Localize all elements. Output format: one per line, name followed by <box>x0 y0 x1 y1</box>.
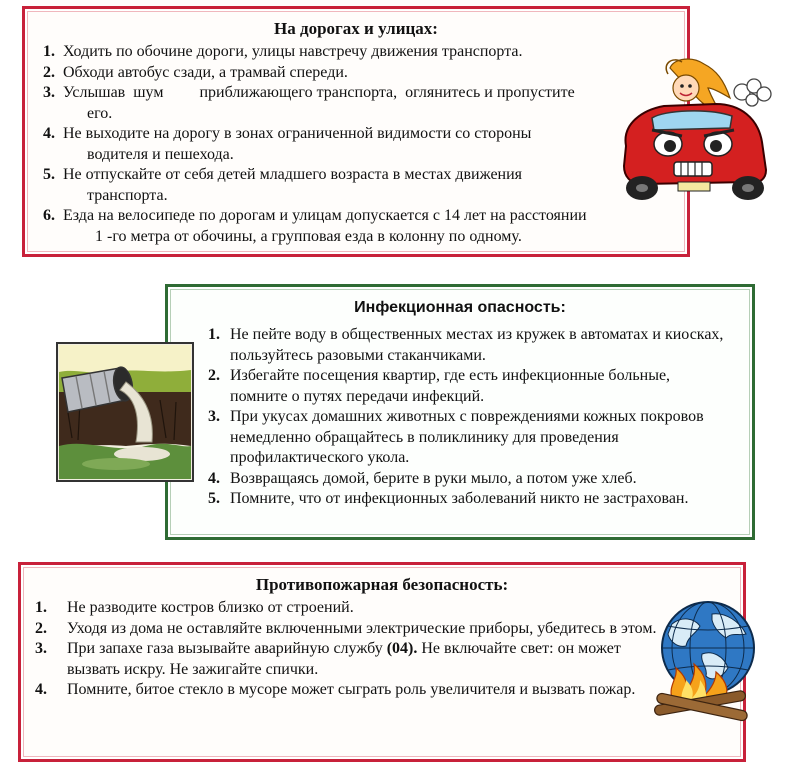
roads-safety-panel <box>22 6 690 257</box>
list-item <box>208 469 728 490</box>
item-text: При запахе газа вызывайте аварийную службу <box>67 640 387 657</box>
fire-safety-panel <box>18 562 746 762</box>
list-item <box>35 680 660 701</box>
item-text: Услышав шум приближающего транспорта, оглянитесь и пропустите <box>63 84 575 101</box>
infection-safety-panel <box>165 284 755 540</box>
sewage-pipe-icon <box>56 342 194 482</box>
list-item <box>208 366 728 407</box>
item-text: Езда на велосипеде по дорогам и улицам допускается с 14 лет на расстоянии <box>63 207 587 224</box>
list-item <box>35 619 660 640</box>
item-number: 2. <box>35 619 47 637</box>
item-text: Уходя из дома не оставляйте включенными электрические приборы, убедитесь в этом. <box>67 619 657 637</box>
item-text: Не разводите костров близко от строений. <box>67 599 354 616</box>
list-item <box>43 42 683 63</box>
item-text: Не пейте воду в общественных местах из кружек в автоматах и киосках, пользуйтесь разовыми стаканчиками. <box>230 326 724 364</box>
list-item <box>35 598 660 619</box>
item-text: Не выходите на дорогу в зонах ограниченной видимости со стороны <box>63 125 532 142</box>
item-number: 4. <box>208 469 220 487</box>
item-text: При укусах домашних животных с повреждениями кожных покровов немедленно обращайтесь в поликлинику для проведения профилактического укола. <box>230 408 704 466</box>
fire-title: Противопожарная безопасность: <box>255 575 509 594</box>
item-text: Помните, что от инфекционных заболеваний никто не застрахован. <box>230 490 689 507</box>
cartoon-car-icon <box>612 58 780 208</box>
item-text: Обходи автобус сзади, а трамвай спереди. <box>63 63 348 81</box>
list-item <box>43 206 683 247</box>
list-item <box>43 63 683 84</box>
item-number: 3. <box>208 408 220 425</box>
list-item <box>208 325 728 366</box>
item-number: 1. <box>35 599 47 616</box>
item-text: Избегайте посещения квартир, где есть инфекционные больные, помните о путях передачи инфекций. <box>230 367 671 405</box>
item-number: 5. <box>208 490 220 507</box>
infection-list <box>208 325 728 510</box>
item-number: 3. <box>35 640 47 657</box>
item-number: 4. <box>43 125 55 142</box>
item-number: 3. <box>43 84 55 101</box>
item-text: Возвращаясь домой, берите в руки мыло, а потом уже хлеб. <box>230 469 637 487</box>
item-number: 6. <box>43 207 55 224</box>
roads-list <box>43 42 683 247</box>
item-text: Помните, битое стекло в мусоре может сыграть роль увеличителя и вызвать пожар. <box>67 681 636 698</box>
list-item <box>43 124 683 165</box>
infection-title: Инфекционная опасность: <box>354 299 566 316</box>
burning-globe-icon <box>642 598 778 722</box>
item-number: 1. <box>43 43 55 60</box>
item-number: 2. <box>208 367 220 384</box>
fire-list <box>35 598 660 701</box>
item-text-continuation: его. <box>87 104 113 122</box>
list-item <box>43 83 683 124</box>
emergency-number: (04). <box>386 640 418 657</box>
item-number: 5. <box>43 166 55 183</box>
item-text: Не включайте свет: он может вызвать искру. Не зажигайте спички. <box>67 640 621 678</box>
roads-title: На дорогах и улицах: <box>274 19 438 38</box>
item-text-continuation: водителя и пешехода. <box>87 145 234 163</box>
list-item <box>35 639 660 680</box>
item-number: 1. <box>208 326 220 343</box>
item-number: 2. <box>43 63 55 81</box>
item-text-continuation: 1 -го метра от обочины, а групповая езда в колонну по одному. <box>95 227 522 245</box>
list-item <box>43 165 683 206</box>
item-text-continuation: транспорта. <box>87 186 168 204</box>
item-number: 4. <box>35 681 47 698</box>
item-text: Ходить по обочине дороги, улицы навстречу движения транспорта. <box>63 43 523 60</box>
list-item <box>208 489 728 510</box>
item-text: Не отпускайте от себя детей младшего возраста в местах движения <box>63 166 523 183</box>
list-item <box>208 407 728 469</box>
